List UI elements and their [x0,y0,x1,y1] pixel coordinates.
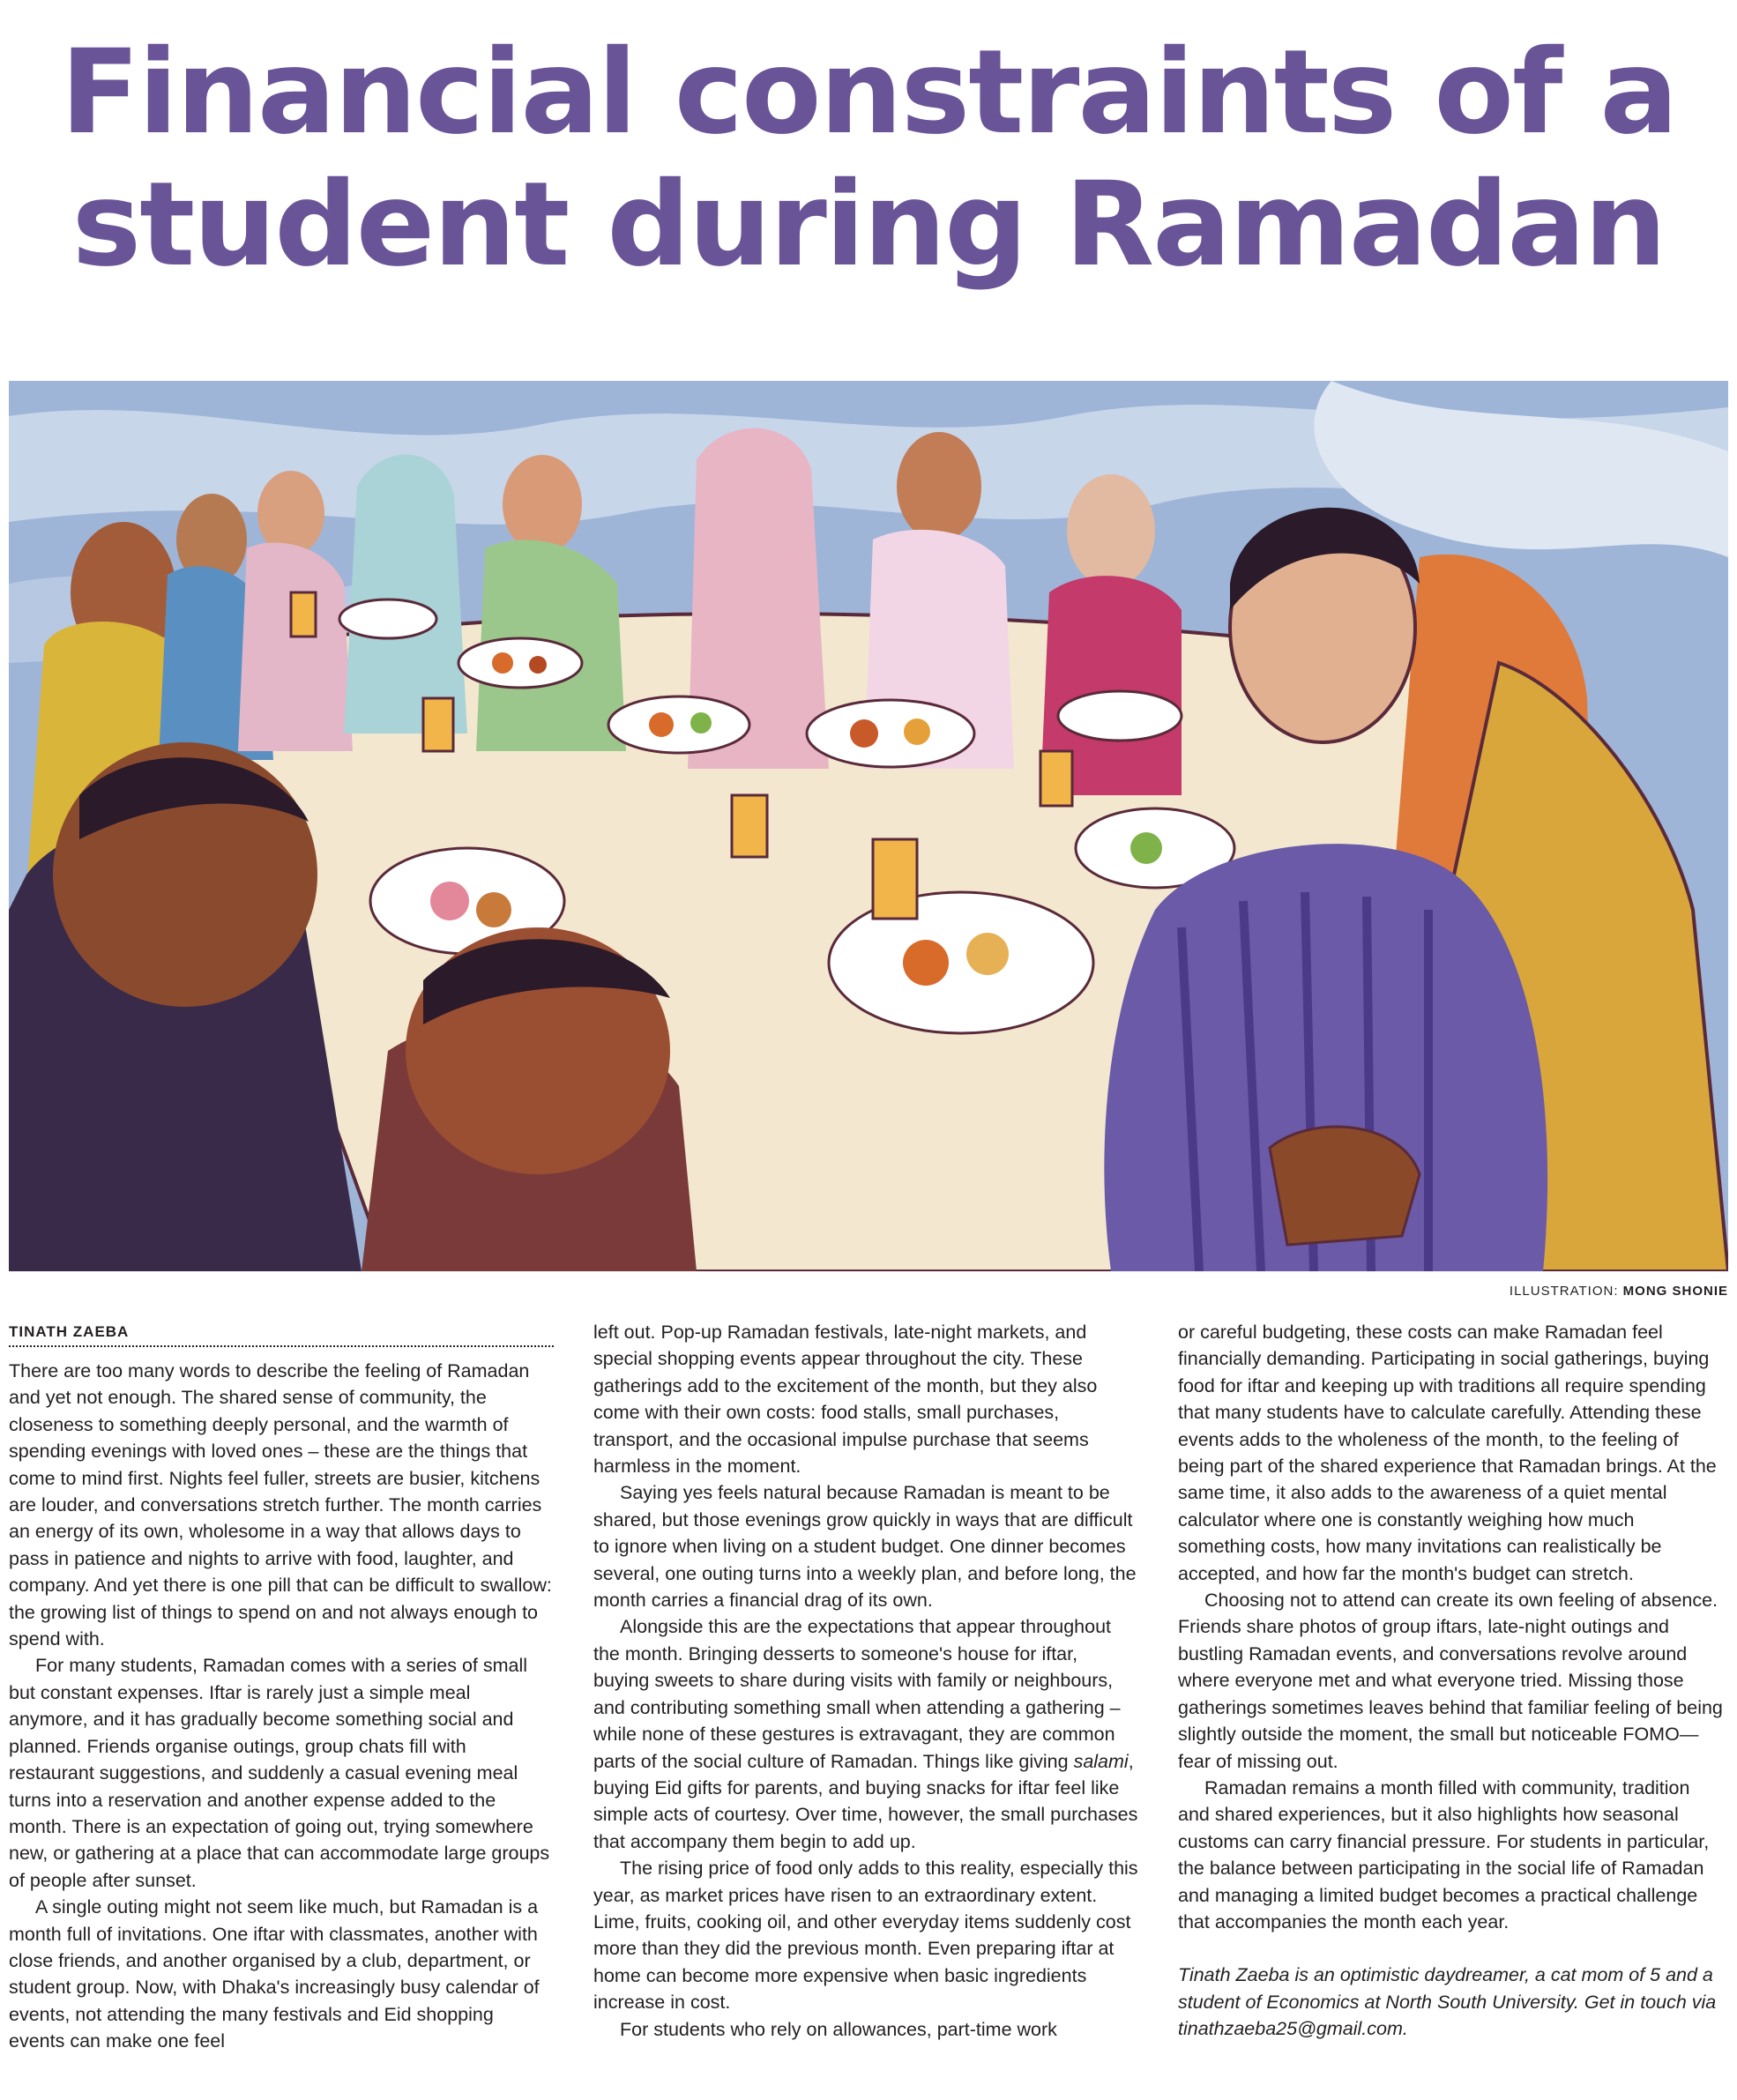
article-column-3 [1178,1319,1723,2043]
paragraph-7-continued: or careful budgeting, these costs can make Ramadan feel financially demanding. Participating in social gatherings, buying food for iftar and keeping up with traditions all require spending that many students have to calculate carefully. Attending these events adds to the wholeness of the month, to the feeling of being part of the shared experience that Ramadan brings. At the same time, it also adds to the awareness of a quiet mental calculator where one is constantly weighing how much something costs, how many invitations can realistically be accepted, and how far the month's budget can stretch. [1178,1322,1717,1584]
paragraph-6: The rising price of food only adds to this reality, especially this year, as market prices have risen to an extraordinary extent. Lime, fruits, cooking oil, and other everyday items suddenly cost more than they did the previous month. Even preparing iftar at home can become more expensive when basic ingredients increase in cost. [593,1858,1138,2014]
article-column-1 [9,1319,554,2055]
article-column-2 [593,1319,1138,2043]
paragraph-4: Saying yes feels natural because Ramadan is meant to be shared, but those evenings grow quickly in ways that are difficult to ignore when living on a student budget. One dinner becomes several, one outing turns into a weekly plan, and before long, the month carries a financial drag of its own. [593,1482,1137,1612]
paragraph-5-text-b: , buying Eid gifts for parents, and buying snacks for iftar feel like simple acts of courtesy. Over time, however, the small purchases that accompany them begin to add up. [593,1750,1138,1852]
headline-line-1: Financial constraints of a [60,25,1677,160]
author-note: Tinath Zaeba is an optimistic daydreamer, a cat mom of 5 and a student of Economics at North South University. Get in touch via tinathzaeba25@gmail.com. [1178,1964,1717,2040]
paragraph-1: There are too many words to describe the feeling of Ramadan and yet not enough. The shared sense of community, the closeness to something deeply personal, and the warmth of spending evenings with loved ones – these are the things that come to mind first. Nights feel fuller, streets are busier, kitchens are louder, and conversations stretch further. The month carries an energy of its own, wholesome in a way that allows days to pass in patience and nights to arrive with food, laughter, and company. And yet there is one pill that can be difficult to swallow: the growing list of things to spend on and not always enough to spend with. [9,1360,552,1650]
paragraph-5 [593,1613,1138,1855]
paragraph-8: Choosing not to attend can create its own feeling of absence. Friends share photos of group iftars, late-night outings and bustling Ramadan events, and conversations revolve around where everyone met and what everyone tried. Missing those gatherings sometimes leaves behind that familiar feeling of being slightly outside the moment, the small but noticeable FOMO— fear of missing out. [1178,1590,1723,1772]
illustration-iftar-table [9,381,1728,1271]
salami-term: salami [1073,1750,1129,1772]
illustration-artwork [9,381,1728,1271]
paragraph-7: For students who rely on allowances, part-time work [620,2018,1057,2040]
paragraph-2: For many students, Ramadan comes with a series of small but constant expenses. Iftar is rarely just a simple meal anymore, and it has gradually become something social and planned. Friends organise outings, group chats fill with restaurant suggestions, and suddenly a casual evening meal turns into a reservation and another expense added to the month. There is an expectation of going out, trying somewhere new, or gathering at a place that can accommodate large groups of people after sunset. [9,1655,550,1891]
paragraph-9: Ramadan remains a month filled with community, tradition and shared experiences, but it also highlights how seasonal customs can carry financial pressure. For students in particular, the balance between participating in the social life of Ramadan and managing a limited budget becomes a practical challenge that accompanies the month each year. [1178,1776,1710,1932]
byline: TINATH ZAEBA [9,1319,554,1347]
headline-line-2: student during Ramadan [71,157,1666,293]
credit-name: MONG SHONIE [1622,1284,1728,1299]
credit-label: ILLUSTRATION: [1509,1284,1619,1299]
paragraph-3: A single outing might not seem like much, but Ramadan is a month full of invitations. One iftar with classmates, another with close friends, and another organised by a club, department, or student group. Now, with Dhaka's increasingly busy calendar of events, not attending the many festivals and Eid shopping events can make one feel [9,1896,540,2052]
paragraph-5-text-a: Alongside this are the expectations that appear throughout the month. Bringing desserts to someone's house for iftar, buying sweets to share during visits with family or neighbours, and contributing something small when attending a gathering – while none of these gestures is extravagant, they are common parts of the social culture of Ramadan. Things like giving [593,1616,1121,1772]
illustration-credit [1510,1284,1728,1299]
headline [0,26,1737,291]
paragraph-3-continued: left out. Pop-up Ramadan festivals, late-night markets, and special shopping events appear throughout the city. These gatherings add to the excitement of the month, but they also come with their own costs: food stalls, small purchases, transport, and the occasional impulse purchase that seems harmless in the moment. [593,1322,1098,1478]
